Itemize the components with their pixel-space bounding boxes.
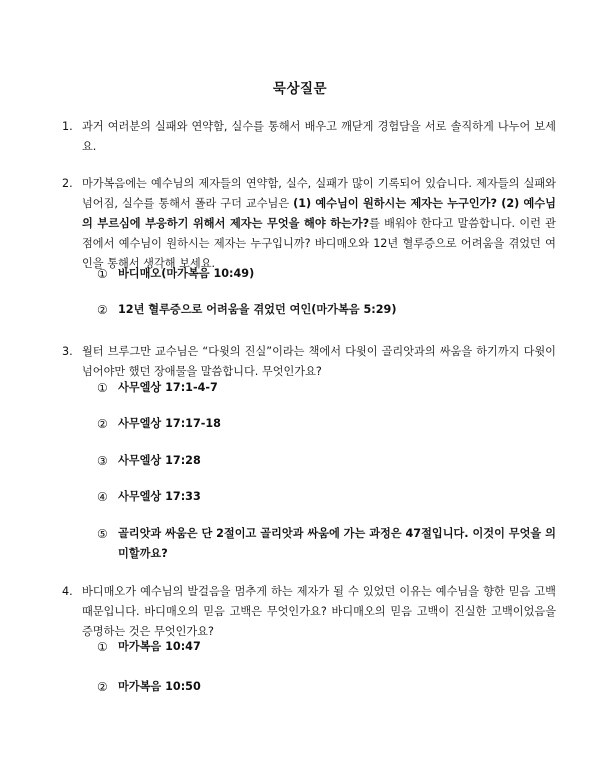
circled-number: ⑤ bbox=[97, 527, 108, 541]
sub-item bbox=[97, 637, 557, 657]
sub-item-text: 사무엘상 17:33 bbox=[118, 490, 201, 503]
question-text: 월터 브루그만 교수님은 “다윗의 진실”이라는 책에서 다윗이 골리앗과의 싸움을 하기까지 다윗이 넘어야만 했던 장애물을 말씀합니다. 무엇인가요? bbox=[82, 345, 556, 378]
sub-item bbox=[97, 414, 557, 434]
sub-item-text: 사무엘상 17:17-18 bbox=[118, 417, 221, 430]
sub-item-text: 사무엘상 17:28 bbox=[118, 454, 201, 467]
sub-item-text: 마가복음 10:47 bbox=[118, 640, 201, 653]
circled-number: ② bbox=[97, 680, 108, 694]
question-text-part: 를 배워야 한다고 말씀합니다. 이런 관점에서 예수님이 원하시는 제자는 누구입니까? 바디매오와 12년 혈루증으로 어려움을 겪었던 여인을 통해서 생각해 보세요. bbox=[82, 217, 556, 270]
circled-number: ② bbox=[97, 303, 108, 317]
question-2 bbox=[62, 174, 556, 274]
question-text bbox=[82, 174, 556, 274]
sub-item bbox=[97, 524, 557, 564]
question-text: 과거 여러분의 실패와 연약함, 실수를 통해서 배우고 깨닫게 경험담을 서로 솔직하게 나누어 보세요. bbox=[82, 120, 556, 153]
sub-item bbox=[97, 451, 557, 471]
question-text-emphasis: (1) 예수님이 원하시는 제자는 누구인가? (2) 예수님의 부르심에 부응하기 위해서 제자는 무엇을 해야 하는가? bbox=[82, 197, 556, 230]
circled-number: ① bbox=[97, 381, 108, 395]
question-4 bbox=[62, 582, 556, 642]
sub-item-text: 마가복음 10:50 bbox=[118, 680, 201, 693]
circled-number: ④ bbox=[97, 490, 108, 504]
sub-item-text: 12년 혈루증으로 어려움을 겪었던 여인(마가복음 5:29) bbox=[118, 303, 397, 316]
circled-number: ① bbox=[97, 267, 108, 281]
sub-item-text: 골리앗과 싸움은 단 2절이고 골리앗과 싸움에 가는 과정은 47절입니다. 이것이 무엇을 의미할까요? bbox=[118, 527, 556, 560]
circled-number: ① bbox=[97, 640, 108, 654]
sub-item bbox=[97, 264, 557, 284]
question-text-part: 마가복음에는 예수님의 제자들의 연약함, 실수, 실패가 많이 기록되어 있습니다. 제자들의 실패와 넘어짐, 실수를 통해서 폴라 구더 교수님은 bbox=[82, 177, 556, 210]
question-3 bbox=[62, 342, 556, 382]
sub-item bbox=[97, 487, 557, 507]
circled-number: ③ bbox=[97, 454, 108, 468]
question-text: 바디매오가 예수님의 발걸음을 멈추게 하는 제자가 될 수 있었던 이유는 예수님을 향한 믿음 고백 때문입니다. 바디매오의 믿음 고백은 무엇인가요? 바디매오의 믿음 고백이 진실한 고백이었음을 증명하는 것은 무엇인가요? bbox=[82, 585, 556, 638]
question-1 bbox=[62, 117, 556, 157]
question-number: 3. bbox=[62, 345, 73, 358]
question-number: 4. bbox=[62, 585, 73, 598]
page-title: 묵상질문 bbox=[272, 81, 328, 97]
circled-number: ② bbox=[97, 417, 108, 431]
question-number: 1. bbox=[62, 120, 73, 133]
sub-item bbox=[97, 677, 557, 697]
sub-item-text: 바디매오(마가복음 10:49) bbox=[118, 267, 255, 280]
sub-item bbox=[97, 300, 557, 320]
sub-item bbox=[97, 378, 557, 398]
question-number: 2. bbox=[62, 177, 73, 190]
sub-item-text: 사무엘상 17:1-4-7 bbox=[118, 381, 218, 394]
